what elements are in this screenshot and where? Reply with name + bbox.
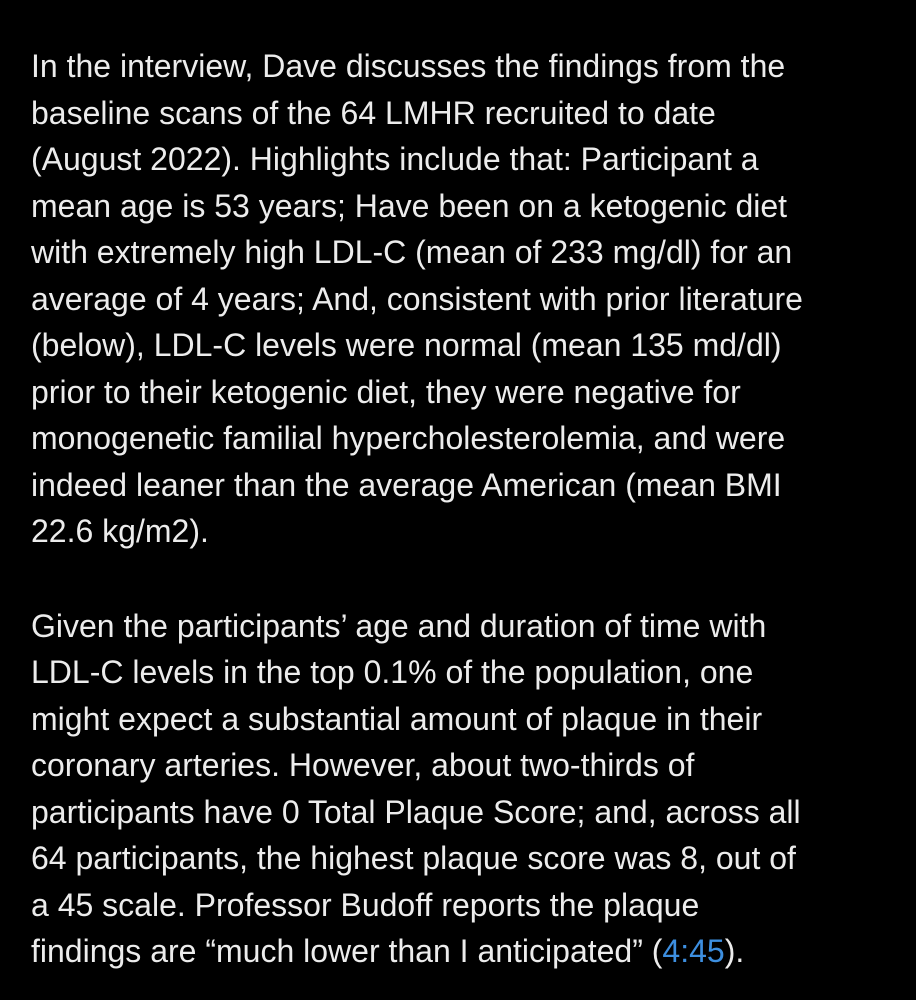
text-line: LDL-C levels in the top 0.1% of the population, one bbox=[31, 654, 754, 690]
text-line: Given the participants’ age and duration of time with bbox=[31, 607, 767, 644]
paragraph-2 bbox=[31, 603, 886, 975]
text-line: In the interview, Dave discusses the findings from the bbox=[31, 48, 786, 84]
text-line: with extremely high LDL-C (mean of 233 mg/dl) for an bbox=[31, 234, 793, 270]
text-line: indeed leaner than the average American (mean BMI bbox=[31, 466, 782, 503]
text-fragment: findings are “much lower than I anticipated” ( bbox=[31, 933, 663, 969]
text-line: (below), LDL-C levels were normal (mean 135 md/dl) bbox=[31, 327, 782, 363]
text-line: 64 participants, the highest plaque score was 8, out of bbox=[31, 840, 796, 876]
paragraph-1 bbox=[31, 43, 886, 555]
text-line: average of 4 years; And, consistent with prior literature bbox=[31, 280, 803, 317]
text-line: might expect a substantial amount of plaque in their bbox=[31, 700, 763, 737]
text-line: a 45 scale. Professor Budoff reports the plaque bbox=[31, 886, 700, 923]
text-line: (August 2022). Highlights include that: Participant a bbox=[31, 141, 759, 177]
text-line: 22.6 kg/m2). bbox=[31, 513, 209, 549]
text-line: monogenetic familial hypercholesterolemia, and were bbox=[31, 420, 786, 456]
text-line: baseline scans of the 64 LMHR recruited to date bbox=[31, 94, 716, 131]
text-line: mean age is 53 years; Have been on a ketogenic diet bbox=[31, 187, 788, 224]
timestamp-link[interactable]: 4:45 bbox=[662, 933, 725, 969]
text-line: participants have 0 Total Plaque Score; and, across all bbox=[31, 793, 801, 830]
text-line: prior to their ketogenic diet, they were negative for bbox=[31, 373, 741, 410]
text-fragment: ). bbox=[724, 933, 745, 969]
paragraph-gap bbox=[31, 555, 886, 603]
text-line: coronary arteries. However, about two-thirds of bbox=[31, 747, 695, 783]
text-line-with-timestamp bbox=[31, 928, 886, 975]
